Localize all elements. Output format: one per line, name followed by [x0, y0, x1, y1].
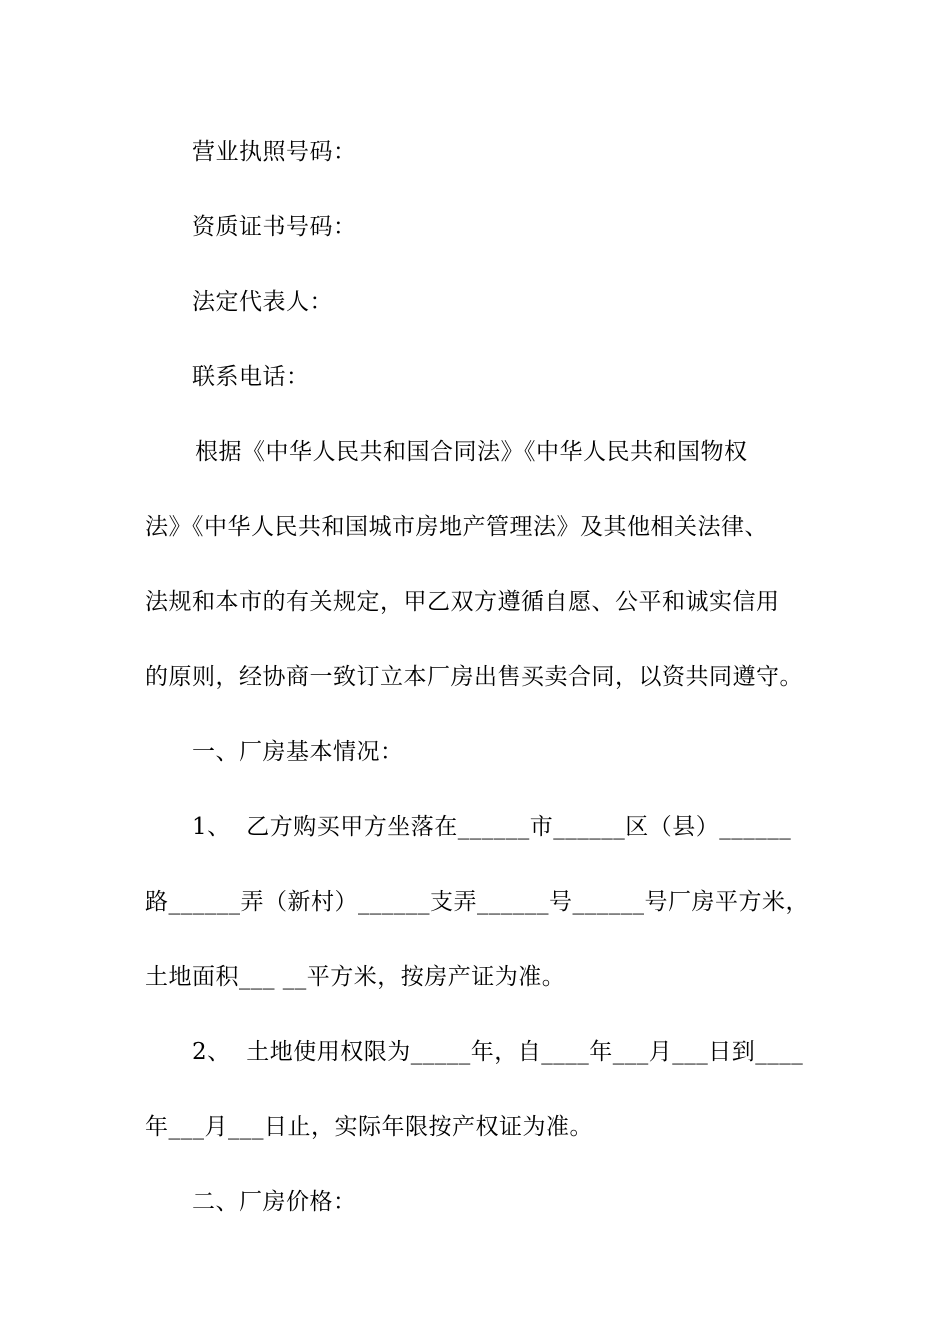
section-heading-2: 二、厂房价格：	[192, 1189, 357, 1215]
clause-1-line-1: 1、 乙方购买甲方坐落在______市______区（县）______	[192, 814, 792, 840]
clause-1-line-2: 路______弄（新村）______支弄______号______号厂房平方米，	[145, 889, 809, 915]
clause-2-line-1: 2、 土地使用权限为_____年，自____年___月___日到____	[192, 1039, 804, 1065]
section-heading-1: 一、厂房基本情况：	[192, 739, 404, 765]
clause-1-line-3: 土地面积___ __平方米，按房产证为准。	[145, 964, 566, 990]
qualification-certificate-number-label: 资质证书号码：	[192, 214, 357, 240]
preamble-line-4: 的原则，经协商一致订立本厂房出售买卖合同，以资共同遵守。	[145, 664, 803, 690]
preamble-line-3: 法规和本市的有关规定，甲乙双方遵循自愿、公平和诚实信用	[145, 589, 780, 615]
contact-phone-label: 联系电话：	[192, 364, 310, 390]
preamble-line-2: 法》《中华人民共和国城市房地产管理法》及其他相关法律、	[145, 514, 768, 540]
clause-2-line-2: 年___月___日止，实际年限按产权证为准。	[145, 1114, 593, 1140]
legal-representative-label: 法定代表人：	[192, 289, 333, 315]
preamble-line-1: 根据《中华人民共和国合同法》《中华人民共和国物权	[195, 439, 748, 465]
business-license-number-label: 营业执照号码：	[192, 139, 357, 165]
